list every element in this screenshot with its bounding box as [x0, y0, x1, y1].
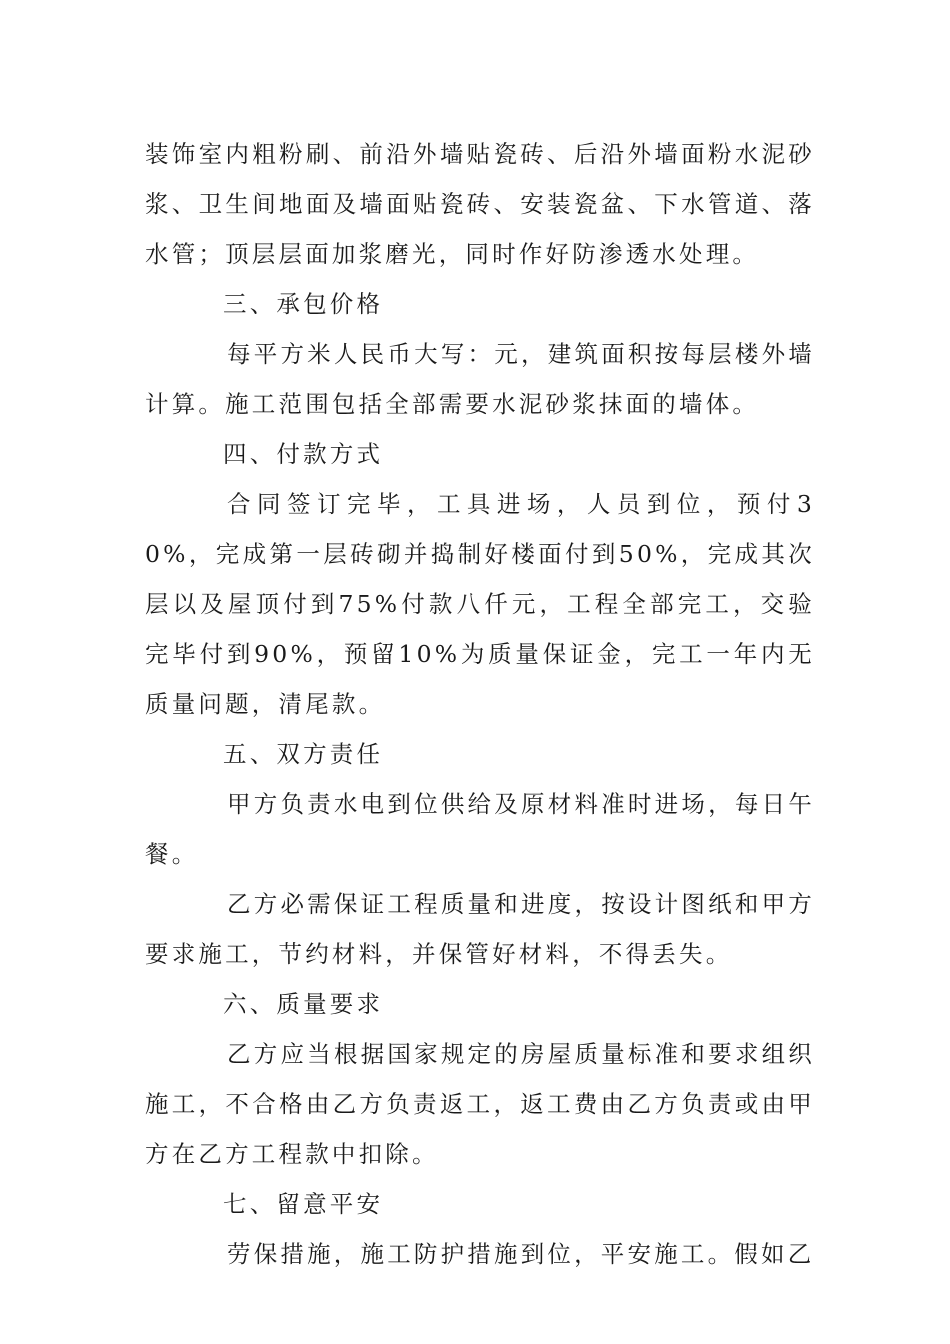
section-heading-responsibilities: 五、双方责任	[223, 740, 384, 768]
section-heading-payment: 四、付款方式	[223, 440, 384, 468]
paragraph-quality: 乙方应当根据国家规定的房屋质量标准和要求组织施工，不合格由乙方负责返工，返工费由乙方负责或由甲方在乙方工程款中扣除。	[145, 1040, 815, 1168]
section-heading-quality: 六、质量要求	[223, 990, 384, 1018]
section-heading-safety: 七、留意平安	[223, 1190, 384, 1218]
paragraph-decoration-scope: 装饰室内粗粉刷、前沿外墙贴瓷砖、后沿外墙面粉水泥砂浆、卫生间地面及墙面贴瓷砖、安装瓷盆、下水管道、落水管；顶层层面加浆磨光，同时作好防渗透水处理。	[145, 140, 815, 268]
paragraph-party-b-duties: 乙方必需保证工程质量和进度，按设计图纸和甲方要求施工，节约材料，并保管好材料，不得丢失。	[145, 890, 815, 968]
document-body	[145, 129, 815, 1279]
paragraph-price: 每平方米人民币大写：元，建筑面积按每层楼外墙计算。施工范围包括全部需要水泥砂浆抹面的墙体。	[145, 340, 815, 418]
paragraph-payment: 合同签订完毕，工具进场，人员到位，预付30%，完成第一层砖砌并捣制好楼面付到50%，完成其次层以及屋顶付到75%付款八仟元，工程全部完工，交验完毕付到90%，预留10%为质量保证金，完工一年内无质量问题，清尾款。	[145, 490, 815, 718]
paragraph-party-a-duties: 甲方负责水电到位供给及原材料准时进场，每日午餐。	[145, 790, 815, 868]
section-heading-price: 三、承包价格	[223, 290, 384, 318]
paragraph-safety: 劳保措施，施工防护措施到位，平安施工。假如乙	[227, 1240, 815, 1268]
